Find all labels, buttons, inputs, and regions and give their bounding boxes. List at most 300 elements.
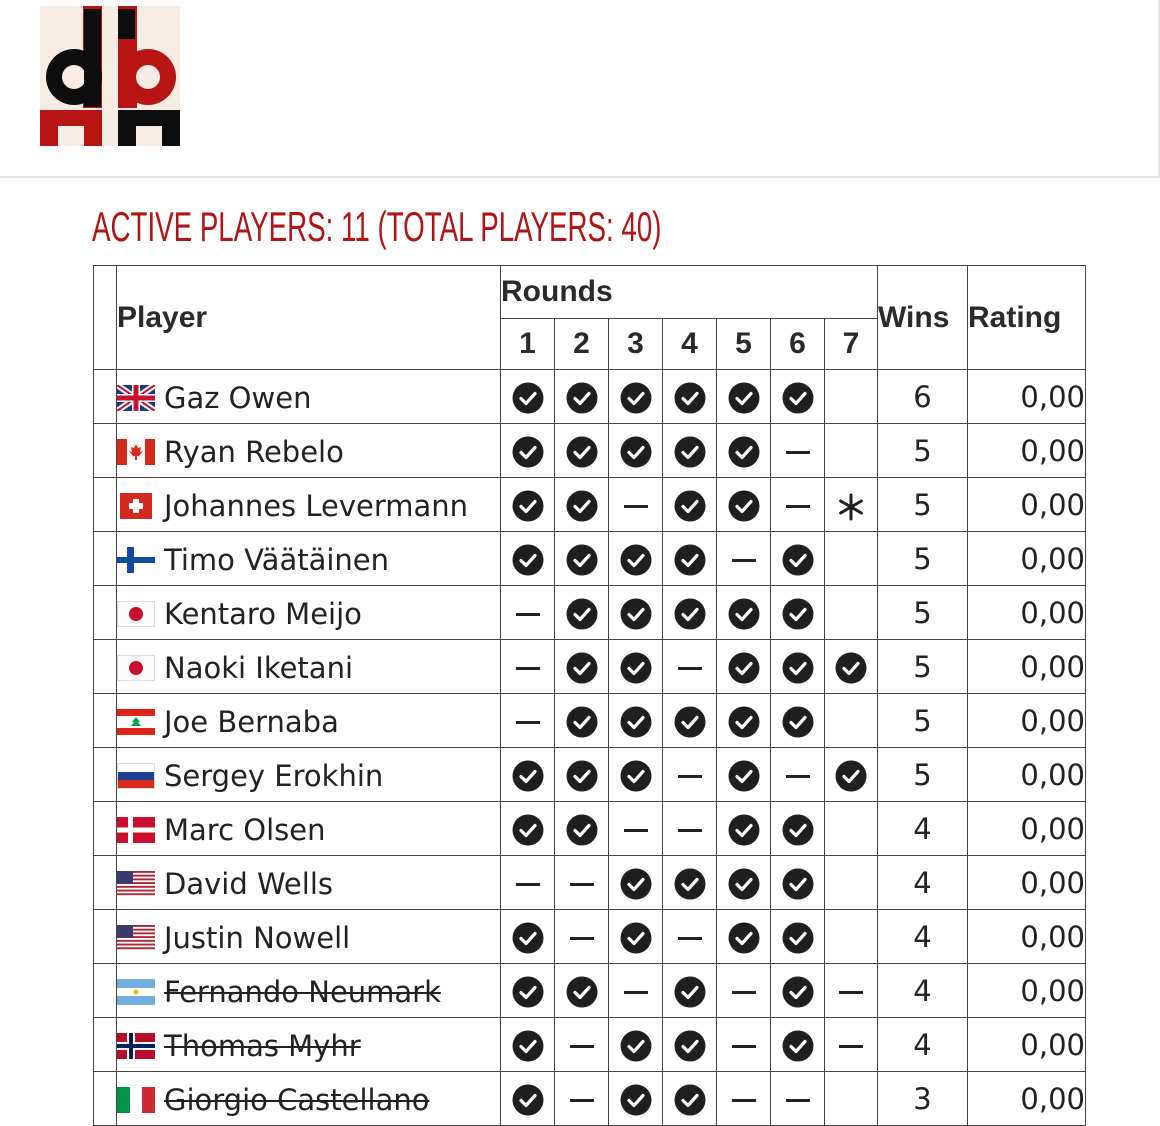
jp-flag-icon [117,655,155,681]
wins-cell: 3 [878,1072,968,1126]
rank-header [94,266,117,370]
rating-cell: 0,00 [968,694,1086,748]
win-check-icon [728,760,760,792]
round-1-result [501,802,555,856]
win-check-icon [674,706,706,738]
round-3-result [609,586,663,640]
round-5-result [717,586,771,640]
round-2-result [555,856,609,910]
player-cell [117,1018,501,1072]
player-cell [117,586,501,640]
header-row [94,266,1086,319]
player-cell [117,802,501,856]
round-7-header: 7 [825,319,878,370]
ar-flag-icon [117,979,155,1005]
win-check-icon [620,544,652,576]
round-3-result [609,856,663,910]
win-check-icon [728,922,760,954]
win-check-icon [566,976,598,1008]
loss-dash-icon [570,1099,594,1102]
player-cell [117,478,501,532]
round-3-result [609,910,663,964]
win-check-icon [620,598,652,630]
round-1-result [501,532,555,586]
win-check-icon [620,382,652,414]
loss-dash-icon [678,829,702,832]
player-row [94,910,1086,964]
round-5-result [717,640,771,694]
win-check-icon [782,922,814,954]
win-check-icon [566,490,598,522]
round-4-result [663,640,717,694]
round-2-result [555,478,609,532]
rank-cell [94,1018,117,1072]
win-check-icon [512,382,544,414]
player-row [94,1072,1086,1126]
round-4-result [663,748,717,802]
win-check-icon [674,868,706,900]
player-row [94,424,1086,478]
win-check-icon [674,598,706,630]
round-2-result [555,640,609,694]
rank-cell [94,748,117,802]
player-name[interactable]: Gaz Owen [164,380,312,415]
loss-dash-icon [732,991,756,994]
win-check-icon [835,652,867,684]
win-check-icon [782,544,814,576]
win-check-icon [674,1030,706,1062]
round-3-result [609,478,663,532]
round-1-header: 1 [501,319,555,370]
win-check-icon [674,1084,706,1116]
player-name[interactable]: Kentaro Meijo [164,596,362,631]
round-3-result [609,802,663,856]
win-check-icon [512,814,544,846]
win-check-icon [674,436,706,468]
win-check-icon [835,760,867,792]
round-1-result [501,370,555,424]
round-4-result [663,370,717,424]
rating-cell: 0,00 [968,640,1086,694]
player-name[interactable]: Timo Väätäinen [164,542,390,577]
round-6-result [771,478,825,532]
it-flag-icon [117,1087,155,1113]
win-check-icon [728,814,760,846]
win-check-icon [512,1030,544,1062]
loss-dash-icon [786,1099,810,1102]
win-check-icon [728,382,760,414]
wins-cell: 5 [878,586,968,640]
win-check-icon [728,706,760,738]
win-check-icon [620,652,652,684]
round-6-result [771,748,825,802]
win-check-icon [566,382,598,414]
rank-cell [94,910,117,964]
site-header [0,0,1160,178]
player-row [94,856,1086,910]
loss-dash-icon [570,883,594,886]
round-5-result [717,424,771,478]
round-7-result [825,910,878,964]
round-4-result [663,856,717,910]
round-4-result [663,532,717,586]
round-6-result [771,586,825,640]
loss-dash-icon [570,937,594,940]
win-check-icon [620,706,652,738]
round-1-result [501,1018,555,1072]
wins-cell: 5 [878,478,968,532]
round-7-result [825,1018,878,1072]
win-check-icon [782,598,814,630]
win-check-icon [512,490,544,522]
us-flag-icon [117,871,155,897]
win-check-icon [620,868,652,900]
round-7-result [825,694,878,748]
round-1-result [501,586,555,640]
round-2-header: 2 [555,319,609,370]
round-2-result [555,1018,609,1072]
loss-dash-icon [732,559,756,562]
player-name[interactable]: Marc Olsen [164,812,326,847]
round-2-result [555,802,609,856]
wins-cell: 5 [878,748,968,802]
player-name[interactable]: Fernando Neumark [164,974,441,1009]
ru-flag-icon [117,763,155,789]
round-6-result [771,640,825,694]
round-5-result [717,478,771,532]
round-6-result [771,532,825,586]
wins-cell: 5 [878,532,968,586]
rank-cell [94,478,117,532]
win-check-icon [512,1084,544,1116]
win-check-icon [674,382,706,414]
wins-cell: 5 [878,640,968,694]
win-check-icon [782,382,814,414]
round-6-result [771,856,825,910]
round-5-result [717,532,771,586]
player-name[interactable]: Naoki Iketani [164,650,354,685]
wins-header[interactable]: Wins [878,266,968,370]
player-row [94,802,1086,856]
dk-flag-icon [117,817,155,843]
round-6-result [771,802,825,856]
player-name[interactable]: Sergey Erokhin [164,758,384,793]
round-5-result [717,694,771,748]
round-3-result [609,424,663,478]
round-3-result [609,1072,663,1126]
win-check-icon [782,976,814,1008]
player-cell [117,370,501,424]
loss-dash-icon [678,937,702,940]
round-4-result [663,478,717,532]
round-5-result [717,1072,771,1126]
loss-dash-icon [839,1045,863,1048]
player-cell [117,424,501,478]
player-cell [117,1072,501,1126]
round-4-result [663,1018,717,1072]
loss-dash-icon [516,667,540,670]
player-row [94,748,1086,802]
rating-cell: 0,00 [968,478,1086,532]
rank-cell [94,424,117,478]
round-4-result [663,586,717,640]
round-3-result [609,370,663,424]
round-2-result [555,910,609,964]
win-check-icon [566,544,598,576]
player-cell [117,748,501,802]
player-cell [117,856,501,910]
round-7-result [825,532,878,586]
round-1-result [501,424,555,478]
rank-cell [94,964,117,1018]
round-7-result [825,1072,878,1126]
round-7-result [825,856,878,910]
win-check-icon [566,436,598,468]
round-6-result [771,1018,825,1072]
round-1-result [501,478,555,532]
round-1-result [501,748,555,802]
win-check-icon [782,814,814,846]
win-check-icon [782,868,814,900]
player-cell [117,640,501,694]
loss-dash-icon [624,991,648,994]
round-1-result [501,640,555,694]
rating-header[interactable]: Rating [968,266,1086,370]
round-6-result [771,424,825,478]
player-cell [117,964,501,1018]
win-check-icon [566,814,598,846]
win-check-icon [620,436,652,468]
round-7-result [825,964,878,1018]
win-check-icon [620,1030,652,1062]
us-flag-icon [117,925,155,951]
round-5-result [717,1018,771,1072]
player-cell [117,910,501,964]
rank-cell [94,586,117,640]
rounds-header: Rounds [501,266,878,319]
round-2-result [555,1072,609,1126]
loss-dash-icon [732,1099,756,1102]
round-2-result [555,532,609,586]
round-3-result [609,694,663,748]
rating-cell: 0,00 [968,532,1086,586]
player-name[interactable]: Johannes Levermann [164,488,469,523]
round-4-result [663,910,717,964]
player-cell [117,694,501,748]
round-5-result [717,910,771,964]
loss-dash-icon [570,1045,594,1048]
round-7-result [825,370,878,424]
pending-asterisk-icon [837,493,865,521]
loss-dash-icon [732,1045,756,1048]
round-7-result [825,802,878,856]
gb-flag-icon [117,385,155,411]
rating-cell: 0,00 [968,802,1086,856]
site-logo[interactable] [40,6,180,146]
players-table [93,265,1086,1126]
loss-dash-icon [624,829,648,832]
win-check-icon [728,868,760,900]
rank-cell [94,1072,117,1126]
rank-cell [94,694,117,748]
win-check-icon [512,544,544,576]
rating-cell: 0,00 [968,424,1086,478]
player-header[interactable]: Player [117,266,501,370]
round-6-result [771,1072,825,1126]
player-row [94,964,1086,1018]
round-2-result [555,964,609,1018]
win-check-icon [674,490,706,522]
round-1-result [501,910,555,964]
round-2-result [555,370,609,424]
win-check-icon [566,652,598,684]
win-check-icon [620,922,652,954]
player-name[interactable]: David Wells [164,866,333,901]
round-1-result [501,1072,555,1126]
round-6-result [771,694,825,748]
player-row [94,532,1086,586]
player-name[interactable]: Justin Nowell [164,920,351,955]
round-5-result [717,802,771,856]
round-5-result [717,370,771,424]
loss-dash-icon [624,505,648,508]
round-3-result [609,532,663,586]
rating-cell: 0,00 [968,910,1086,964]
round-5-result [717,964,771,1018]
win-check-icon [566,598,598,630]
win-check-icon [728,598,760,630]
rank-cell [94,370,117,424]
round-7-result [825,478,878,532]
rank-cell [94,802,117,856]
round-1-result [501,856,555,910]
win-check-icon [782,652,814,684]
win-check-icon [728,436,760,468]
player-row [94,1018,1086,1072]
player-row [94,694,1086,748]
player-cell [117,532,501,586]
round-2-result [555,424,609,478]
wins-cell: 4 [878,802,968,856]
round-4-result [663,694,717,748]
round-6-result [771,370,825,424]
win-check-icon [620,760,652,792]
round-4-header: 4 [663,319,717,370]
round-4-result [663,964,717,1018]
round-4-result [663,424,717,478]
round-2-result [555,694,609,748]
player-row [94,478,1086,532]
round-5-header: 5 [717,319,771,370]
rating-cell: 0,00 [968,1018,1086,1072]
loss-dash-icon [786,775,810,778]
win-check-icon [674,976,706,1008]
page-title: ACTIVE PLAYERS: 11 (TOTAL PLAYERS: 40) [92,203,662,250]
round-1-result [501,964,555,1018]
win-check-icon [512,976,544,1008]
round-7-result [825,640,878,694]
loss-dash-icon [786,451,810,454]
round-3-result [609,640,663,694]
rating-cell: 0,00 [968,856,1086,910]
wins-cell: 5 [878,424,968,478]
wins-cell: 4 [878,1018,968,1072]
loss-dash-icon [786,505,810,508]
wins-cell: 4 [878,910,968,964]
loss-dash-icon [516,721,540,724]
round-5-result [717,748,771,802]
no-flag-icon [117,1033,155,1059]
win-check-icon [512,922,544,954]
rating-cell: 0,00 [968,748,1086,802]
wins-cell: 4 [878,856,968,910]
loss-dash-icon [678,775,702,778]
fi-flag-icon [117,547,155,573]
win-check-icon [728,490,760,522]
ca-flag-icon [117,439,155,465]
rank-cell [94,640,117,694]
round-6-header: 6 [771,319,825,370]
win-check-icon [512,760,544,792]
round-6-result [771,910,825,964]
player-name[interactable]: Giorgio Castellano [164,1082,430,1117]
win-check-icon [782,1030,814,1062]
round-7-result [825,748,878,802]
win-check-icon [782,706,814,738]
win-check-icon [566,706,598,738]
loss-dash-icon [516,883,540,886]
loss-dash-icon [516,613,540,616]
win-check-icon [566,760,598,792]
round-6-result [771,964,825,1018]
lb-flag-icon [117,709,155,735]
loss-dash-icon [678,667,702,670]
round-3-header: 3 [609,319,663,370]
win-check-icon [728,652,760,684]
wins-cell: 4 [878,964,968,1018]
round-2-result [555,586,609,640]
round-7-result [825,424,878,478]
rank-cell [94,532,117,586]
players-table-body [94,370,1086,1126]
player-row [94,586,1086,640]
loss-dash-icon [839,991,863,994]
player-row [94,640,1086,694]
round-2-result [555,748,609,802]
player-name[interactable]: Thomas Myhr [164,1028,361,1063]
round-1-result [501,694,555,748]
rating-cell: 0,00 [968,370,1086,424]
ch-flag-icon [117,493,155,519]
rating-cell: 0,00 [968,1072,1086,1126]
round-5-result [717,856,771,910]
win-check-icon [512,436,544,468]
win-check-icon [620,1084,652,1116]
rating-cell: 0,00 [968,586,1086,640]
player-row [94,370,1086,424]
round-7-result [825,586,878,640]
player-name[interactable]: Joe Bernaba [164,704,339,739]
round-3-result [609,964,663,1018]
round-3-result [609,748,663,802]
player-name[interactable]: Ryan Rebelo [164,434,344,469]
round-4-result [663,1072,717,1126]
wins-cell: 5 [878,694,968,748]
rank-cell [94,856,117,910]
round-4-result [663,802,717,856]
wins-cell: 6 [878,370,968,424]
jp-flag-icon [117,601,155,627]
